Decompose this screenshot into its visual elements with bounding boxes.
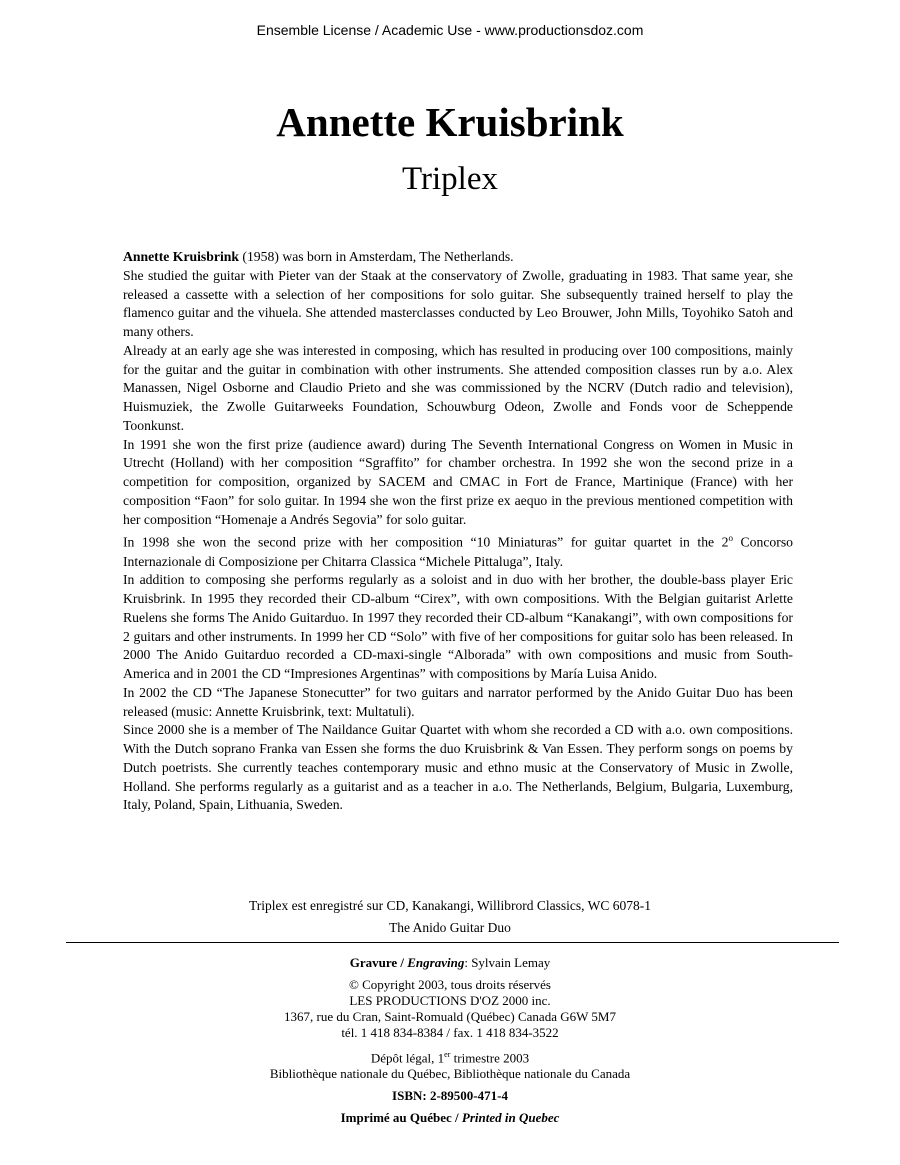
work-title: Triplex — [402, 161, 498, 197]
legal-deposit — [0, 1047, 900, 1066]
depot-text-a: Dépôt légal, 1 — [370, 1050, 445, 1066]
bio-paragraph-2002: In 2002 the CD “The Japanese Stonecutter” for two guitars and narrator performed by the Anido Guitar Duo has been released (music: Annette Kruisbrink, text: Multatuli). — [123, 684, 793, 719]
biography — [123, 248, 793, 815]
bio-intro — [123, 248, 793, 267]
copyright-line: © Copyright 2003, tous droits réservés — [349, 977, 551, 992]
divider — [66, 942, 839, 943]
engraver-name: : Sylvain Lemay — [464, 955, 551, 970]
engraving-label: Engraving — [407, 955, 465, 970]
printed-in — [0, 1110, 900, 1126]
performer-line: The Anido Guitar Duo — [389, 920, 511, 935]
composer-name: Annette Kruisbrink — [276, 99, 624, 145]
printed-en: Printed in Quebec — [461, 1110, 560, 1126]
recording-info — [0, 895, 900, 939]
bio-paragraph-performing: In addition to composing she performs regularly as a soloist and in duo with her brother, the double-bass player Eric Kruisbrink. In 1995 they recorded their CD-album “Cirex”, with own compositions. With the Belgian guitarist Arlette Ruelens she forms The Anido Guitarduo. In 1997 they recorded their CD-album “Kanakangi”, with own compositions for 2 guitars and other instruments. In 1999 her CD “Solo” with five of her compositions for guitar solo has been released. In 2000 The Anido Guitarduo recorded a CD-maxi-single “Alborada” with own compositions and music from South-America and in 2001 the CD “Impresiones Argentinas” with compositions by María Luisa Anido. — [123, 572, 793, 682]
publisher-phone: tél. 1 418 834-8384 / fax. 1 418 834-3522 — [341, 1025, 559, 1040]
gravure-label: Gravure / — [349, 955, 408, 970]
bio-intro-text: (1958) was born in Amsterdam, The Netherlands. — [238, 249, 514, 264]
bio-paragraph-studies: She studied the guitar with Pieter van der Staak at the conservatory of Zwolle, graduating in 1983. That same year, she released a cassette with a selection of her compositions for solo guitar. She subsequently trained herself to play the flamenco guitar and the vihuela. She attended masterclasses conducted by Leo Brouwer, John Mills, Toyohiko Satoh and many others. — [123, 267, 793, 339]
bio-1998-text-b: Concorso Internazionale di Composizione per Chitarra Classica “Michele Pittaluga”, Italy. — [123, 534, 793, 569]
engraving-credit — [0, 955, 900, 971]
depot-superscript: er — [444, 1050, 451, 1059]
publisher-name: LES PRODUCTIONS D'OZ 2000 inc. — [349, 993, 551, 1008]
publisher-credits — [0, 955, 900, 1126]
bio-1998-superscript: o — [728, 533, 733, 544]
bio-paragraph-composing: Already at an early age she was interested in composing, which has resulted in producing over 100 compositions, mainly for the guitar and the guitar in combination with other instruments. She attended composition classes run by a.o. Alex Manassen, Nigel Osborne and Claudio Prieto and she was commissioned by the NCRV (Dutch radio and television), Huismuziek, the Zwolle Guitarweeks Foundation, Schouwburg Odeon, Zwolle and Fonds voor de Scheppende Toonkunst. — [123, 342, 793, 433]
bio-paragraph-1998 — [123, 529, 793, 571]
recording-line: Triplex est enregistré sur CD, Kanakangi, Willibrord Classics, WC 6078-1 — [249, 898, 651, 913]
libraries-line: Bibliothèque nationale du Québec, Bibliothèque nationale du Canada — [269, 1066, 631, 1082]
depot-text-b: trimestre 2003 — [450, 1050, 530, 1066]
publisher-address: 1367, rue du Cran, Saint-Romuald (Québec) Canada G6W 5M7 — [284, 1009, 616, 1024]
license-header: Ensemble License / Academic Use - www.productionsdoz.com — [256, 22, 644, 38]
bio-1998-text-a: In 1998 she won the second prize with her composition “10 Miniaturas” for guitar quartet in the 2 — [123, 534, 729, 550]
isbn: ISBN: 2-89500-471-4 — [392, 1088, 508, 1104]
bio-paragraph-prizes: In 1991 she won the first prize (audience award) during The Seventh International Congress on Women in Music in Utrecht (Holland) with her composition “Sgraffito” for chamber orchestra. In 1992 she won the second prize in a competition for composition, organized by SACEM and CMAC in Fort de France, Martinique (France) with her composition “Faon” for solo guitar. In 1994 she won the first prize ex aequo in the previous mentioned competition with her composition “Homenaje a Andrés Segovia” for solo guitar. — [123, 436, 793, 527]
bio-paragraph-teaching: Since 2000 she is a member of The Naildance Guitar Quartet with whom she recorded a CD with a.o. own compositions. With the Dutch soprano Franka van Essen she forms the duo Kruisbrink & Van Essen. They perform songs on poems by Dutch poetrists. She currently teaches contemporary music and ethno music at the Conservatory of Music in Zwolle, Holland. She performs regularly as a guitarist and as a teacher in a.o. The Netherlands, Belgium, Bulgaria, Luxemburg, Italy, Poland, Spain, Lithuania, Sweden. — [123, 722, 793, 813]
bio-name: Annette Kruisbrink — [123, 249, 239, 264]
printed-fr: Imprimé au Québec / — [340, 1110, 462, 1126]
